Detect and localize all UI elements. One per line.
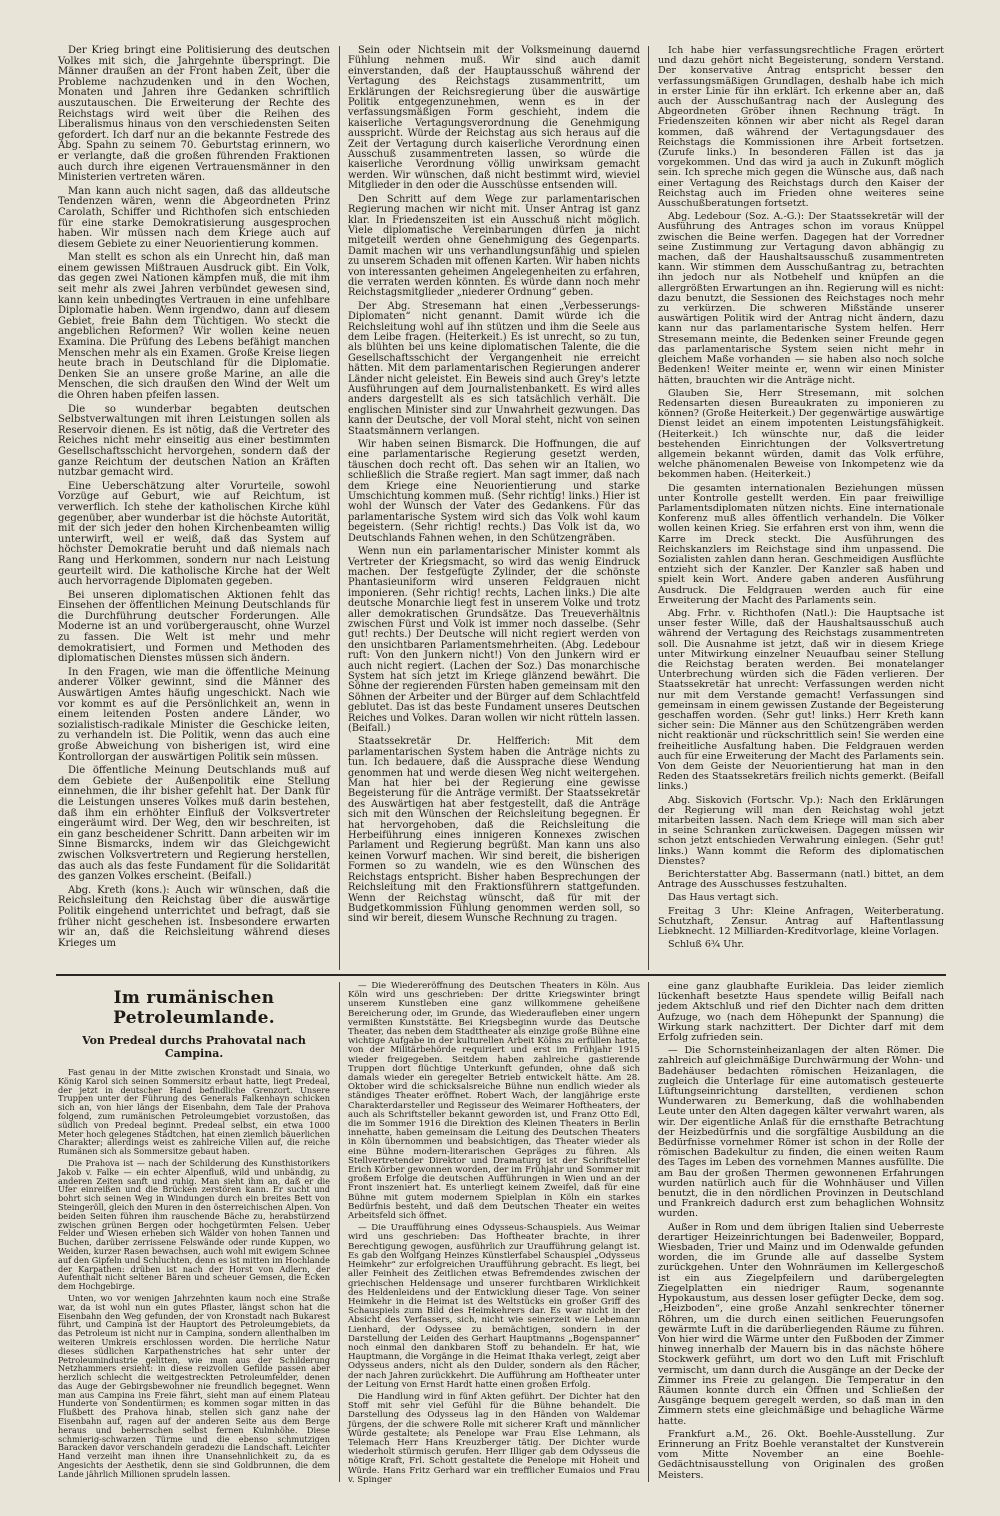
paragraph: Abg. Ledebour (Soz. A.-G.): Der Staatssekretär will der Ausführung des Antrages schon im voraus Knüppel zwischen die Beine werfen. Dagegen hat der Vorredner seine Zustimmung zur Vertagung davon abhängig zu machen, daß der Haushaltsausschuß zusammentreten kann. Wir stimmen dem Ausschußantrag zu, betrachten ihn jedoch nur als Notbehelf und knüpfen an die allergrößten Erwartungen an ihn. Regierung will es nicht: dazu benutzt, die Sessionen des Reichstages noch mehr zu verkürzen. Die schweren Mißstände unserer auswärtigen Politik wird der Antrag nicht ändern, dazu kann nur das parlamentarische System helfen. Herr Stresemann meinte, die Bedenken seiner Freunde gegen das parlamentarische System seien nicht mehr in gleichem Maße vorhanden — sie haben also noch solche Bedenken! Weiter meinte er, wenn wir einen Minister hätten, brauchten wir die Anträge nicht. xyxy=(658,211,944,386)
section-divider xyxy=(56,974,946,976)
report-column-2 xyxy=(348,46,640,928)
column-rule xyxy=(339,46,340,970)
paragraph: Das Haus vertagt sich. xyxy=(668,892,779,904)
paragraph: Die gesamten internationalen Beziehungen müssen unter Kontrolle gestellt werden. Ein paar freiwillige Parlamentsdiplomaten nützen nichts. Eine internationale Konferenz muß alles öffentlich verhandeln. Die Völker wollen keinen Krieg. Sie erfahren erst von ihm, wenn die Karre im Dreck steckt. Die Ausführungen des Reichskanzlers im Reichstage sind ihm unpassend. Die Sozialisten zahlen dann heran. Geschmeidigen Ausflüchte entzieht sich der Kanzler. Der Kanzler saß haben und spielt kein Wort. Andere gaben anderen Ausführung Ausdruck. Die Feldgrauen werden auch für eine Erweiterung der Macht des Parlaments sein. xyxy=(658,482,944,606)
paragraph: Wenn nun ein parlamentarischer Minister kommt als Vertreter der Kriegsmacht, so wird das wenig Eindruck machen. Der festgefügte Zylinder, der die schönste Phantasieuniform wird unseren Feldgrauen nicht imponieren. (Sehr richtig! rechts, Lachen links.) Die alte deutsche Monarchie liegt fest in unserem Volke und trotz aller demokratischen Grundsätze. Das Treueverhältnis zwischen Fürst und Volk ist immer noch dasselbe. (Sehr gut! rechts.) Der Deutsche will nicht regiert werden von den unsichtbaren Parlamentsmehrheiten. (Abg. Ledebour ruft: Von den Junkern nicht!) Von den Junkern wird er auch nicht regiert. (Lachen der Soz.) Das monarchische System hat sich jetzt im Kriege glänzend bewährt. Die Söhne der regierenden Fürsten haben gemeinsam mit den Söhnen der Arbeiter und der Bürger auf dem Schlachtfeld geblutet. Das ist das beste Fundament unseres Deutschen Reiches und Volkes. Daran wollen wir nicht rütteln lassen. (Beifall.) xyxy=(348,546,640,734)
paragraph: Abg. Siskovich (Fortschr. Vp.): Nach den Erklärungen der Regierung will man den Reichstag wohl jetzt mitarbeiten lassen. Nach dem Kriege will man sich aber in seine Schranken zurückweisen. Dagegen müssen wir schon jetzt entschieden Verwahrung einlegen. (Sehr gut! links.) Wann kommt die Reform des diplomatischen Dienstes? xyxy=(658,794,944,867)
paragraph: Die öffentliche Meinung Deutschlands muß auf dem Gebiete der Außenpolitik eine Stellung einnehmen, die ihr bisher gefehlt hat. Der Dank für die Leistungen unseres Volkes muß darin bestehen, daß ihm ein erhöhter Einfluß der Volksvertreter eingeräumt wird. Der Weg, den wir beschreiten, ist ein ganz bescheidener Schritt. Dann arbeiten wir im Sinne Bismarcks, indem wir das Gleichgewicht zwischen Volksvertretern und Regierung herstellen, das auch als das feste Fundament für die Solidarität des ganzen Volkes erscheint. (Beifall.) xyxy=(58,765,330,883)
feuilleton-subtitle: Von Predeal durchs Prahovatal nach Campina. xyxy=(82,1034,306,1060)
feuilleton-title: Im rumänischen Petroleumlande. xyxy=(113,988,275,1028)
paragraph: — Die Wiedereröffnung des Deutschen Theaters in Köln. Aus Köln wird uns geschrieben: Der dritte Kriegswinter bringt unserem Kunstleben eine ganz willkommene geheißene Bereicherung oder, im Grunde, das Wiederaufleben einer ungern vermißten Kunststätte. Bei Kriegsbeginn wurde das Deutsche Theater, das neben dem Stadttheater als einzige große Bühne eine wichtige Aufgabe in der kulturellen Arbeit Kölns zu erfüllen hatte, von der Militärbehörde requiriert und erst im Frühjahr 1915 wieder freigegeben. Seitdem haben zahlreiche gastierende Truppen dort flüchtige Unterkunft gefunden, ohne daß sich damals wieder ein geregelter Betrieb entwickelt hätte. Am 28. Oktober wird die schicksalsreiche Bühne nun endlich wieder als ständiges Theater eröffnet. Robert Wach, der langjährige erste Charakterdarsteller und Regisseur des Weimarer Hoftheaters, der auch als Schriftsteller bekannt geworden ist, und Franz Otto Edl, die im Sommer 1916 die Direktion des Kleinen Theaters in Berlin innehatte, haben gemeinsam die Leitung des Deutschen Theaters in Köln übernommen und beabsichtigen, das Theater wieder als eine Bühne modern-literarischen Gepräges zu führen. Als Stellvertretender Direktor und Dramaturg ist der Schriftsteller Erich Körber gewonnen worden, der im Frühjahr und Sommer mit großem Erfolge die deutschen Aufführungen in Wien und an der Front inszeniert hat. Es unterliegt keinem Zweifel, daß für eine Bühne mit gutem modernem Spielplan in Köln ein starkes Bedürfnis besteht, und daß dem Deutschen Theater ein weites Arbeitsfeld sich öffnet. xyxy=(348,981,640,1222)
column-rule xyxy=(648,982,649,1482)
column-rule xyxy=(648,46,649,970)
paragraph: Den Schritt auf dem Wege zur parlamentarischen Regierung machen wir nicht mit. Unser Antrag ist ganz klar. In Friedenszeiten ist ein Ausschuß nicht möglich. Viele diplomatische Vereinbarungen dürfen ja nicht mitgeteilt werden ohne Genehmigung des Gegenparts. Damit machen wir uns verhandlungsunfähig und spielen zu unserem Schaden mit offenen Karten. Wir haben nichts von interessanten geheimen Angelegenheiten zu erfahren, die verraten werden könnten. Es würde dann noch mehr Reichstagsmitglieder „niederer Ordnung“ geben. xyxy=(348,193,640,299)
paragraph: — Die Uraufführung eines Odysseus-Schauspiels. Aus Weimar wird uns geschrieben: Das Hoftheater brachte, in ihrer Berechtigung gewogen, ausführlich zur Uraufführung gelangt ist. Es gab den Wolfgang Heinzes Künstlerfabel Schauspiel „Odysseus Heimkehr“ zur erfolgreichen Uraufführung gebracht. Es liegt, bei aller Feinheit des Zeitlichen etwas Befremdendes zwischen der griechischen Heldensage und unserer furchtbaren Wirklichkeit des Heldenleidens und der Entwicklung dieser Tage. Von seiner Heimkehr in die Heimat ist des Weltstücks ein großer Griff des Schauspiels zum Bild des Heimkehrers dar. Es war nicht in der Absicht des Verfassers, sich, nicht wie seinerzeit wie Lebemann Lienhard, der Odyssee zu bemächtigen, sondern in der Darstellung der Leiden des Gerhart Hauptmanns „Bogenspanner“ noch einmal den dankbaren Stoff zu behandeln. Er hat, wie Hauptmann, die Vorgänge in die Heimat Ithaka verlegt, zeigt aber Odysseus anders, nicht als den Dulder, sondern als den Rächer, der nach Jahren zurückkehrt. Die Aufführung am Hoftheater unter der Leitung von Ernst Hardt hatte einen großen Erfolg. xyxy=(348,1223,640,1390)
paragraph: Die Handlung wird in fünf Akten geführt. Der Dichter hat den Stoff mit sehr viel Gefühl für die Bühne behandelt. Die Darstellung des Odysseus lag in den Händen von Waldemar Jürgens, der die schwere Rolle mit sicherer Kraft und männlicher Würde gestaltete; als Penelope war Frau Else Lehmann, als Telemach Herr Hans Kreuzberger tätig. Der Dichter wurde wiederholt stürmisch gerufen. Herr Illiger gab dem Odysseus die nötige Kraft, Frl. Schott gestaltete die Penelope mit Hoheit und Würde. Hans Fritz Gerhard war ein trefflicher Eumaios und Frau v. Spinger xyxy=(348,1391,640,1485)
paragraph: Unten, wo vor wenigen Jahrzehnten kaum noch eine Straße war, da ist wohl nun ein gutes Pflaster, längst schon hat die Eisenbahn den Weg gefunden, der von Kronstadt nach Bukarest führt, und Campina ist der Hauptort des Petroleumgebiets, da das Petroleum ist nicht nur in Campina, sondern allenthalben im weiteren Umkreis erschlossen worden. Die herrliche Natur dieses südlichen Karpathenstriches hat sehr unter der Petroleumindustrie gelitten, wie man aus der Schilderung Netzhammers ersieht: in diese reizvollen Gefilde passen aber herzlich schlecht die weitgestreckten Petroleumfelder, denen das Auge der Gebirgsbewohner nie freundlich begegnet. Wenn man aus Campina ins Freie fährt, sieht man auf einem Plateau Hunderte von Sondentürmen; es kommen sogar mitten in das Flußbett des Prahova hinab, stellen sich ganz nahe der Eisenbahn auf, ragen auf der anderen Seite aus dem Berge heraus und beherrschen selbst fernen Kulmhöhe. Diese schmierig-schwarzen Türme und die ebenso schmutzigen Baracken davor verschandeln geradezu die Landschaft. Leichter Hand verzeiht man ihnen ihre Unansehnlichkeit zu, da es Angesichts der Aesthetik, denn sie sind Goldbrunnen, die dem Lande jährlich Millionen sprudeln lassen. xyxy=(58,1292,330,1479)
paragraph: Abg. Kreth (kons.): Auch wir wünschen, daß die Reichsleitung den Reichstag über die auswärtige Politik eingehend unterrichtet und befragt, daß sie früher nicht geschehen ist. Insbesondere erwarten wir an, daß die Reichsleitung während dieses Krieges um xyxy=(58,884,330,949)
paragraph: In den Fragen, wie man die öffentliche Meinung anderer Völker gewinnt, sind die Männer des Auswärtigen Amtes häufig ungeschickt. Nach wie vor kommt es auf die Persönlichkeit an, wenn in einem leitenden Posten andere Länder, wo sozialistisch-radikale Minister die Geschicke leiten, zu verhandeln ist. Die Politik, wenn das auch eine große Abweichung von bisherigen ist, wird eine Kontrollorgan der auswärtigen Politik sein müssen. xyxy=(58,666,330,763)
feuilleton-body xyxy=(58,1068,330,1479)
paragraph: Berichterstatter Abg. Bassermann (natl.) bittet, an dem Antrage des Ausschusses festzuhalten. xyxy=(658,869,944,891)
paragraph: eine ganz glaubhafte Eurikleia. Das leider ziemlich lückenhaft besetzte Haus spendete willig Beifall nach jedem Aktschluß und rief den Dichter nach dem dritten Aufzuge, wo (nach dem Höhepunkt der Spannung) die Wirkung stark nachzittert. Der Dichter darf mit dem Erfolg zufrieden sein. xyxy=(658,981,944,1044)
feuilleton-column-2 xyxy=(348,982,640,1488)
paragraph: Abg. Frhr. v. Richthofen (Natl.): Die Hauptsache ist unser fester Wille, daß der Haushaltsausschuß auch während der Vertagung des Reichstags zusammentreten soll. Die Ausnahme ist jetzt, daß wir in diesem Kriege unter Mitwirkung einzelner Neuaufbau seiner Stellung die Reichstag beraten werden. Bei monatelanger Unterbrechung würden sich die Fäden verlieren. Der Staatssekretär hat unrecht: Verfassungen werden nicht nur mit dem Verstande gemacht! Verfassungen sind gemeinsam in einem gewissen Zustande der Begeisterung geschaffen worden. (Sehr gut! links.) Herr Kreth kann sicher sein: Die Männer aus den Schützengräben werden nicht reaktionär und rückschrittlich sein! Sie werden eine freiheitliche Ausfaltung haben. Die Feldgrauen werden auch für eine Erweiterung der Macht des Parlaments sein. Von dem Geiste der Neuorientierung hat man in den Reden des Staatssekretärs freilich nichts gemerkt. (Beifall links.) xyxy=(658,607,944,793)
paragraph: Außer in Rom und dem übrigen Italien sind Ueberreste derartiger Heizeinrichtungen bei Badenweiler, Boppard, Wiesbaden, Trier und Mainz und im Odenwalde gefunden worden, die im Grunde alle auf dasselbe System zurückgehen. Unter den Wohnräumen im Kellergeschoß ist ein aus Ziegelpfeilern und darübergelegten Ziegelplatten ein niedriger Raum, sogenannte Hypokaustum, aus dessen loser gefügter Decke, dem sog. „Heizboden“, eine große Anzahl senkrechter tönerner Röhren, um die durch einen seitlichen Feuerungsofen gewärmte Luft in die darüberliegenden Räume zu führen. Von hier wird die Wärme unter den Fußboden der Zimmer hinweg innerhalb der Mauern bis in das nächste höhere Stockwerk geführt, um dort wo den Luft mit Frischluft vermischt, um dann durch die Ausgänge an der Decke der Zimmer ins Freie zu gelangen. Die Temperatur in den Räumen konnte durch ein Öffnen und Schließen der Ausgänge bequem geregelt werden, so daß man in den Zimmern stets eine gleichmäßige und behagliche Wärme hatte. xyxy=(658,1221,944,1427)
paragraph: Der Krieg bringt eine Politisierung des deutschen Volkes mit sich, die Jahrgehnte überspringt. Die Männer draußen an der Front haben Zeit, über die Probleme nachzudenken und in den Wochen, Monaten und Jahren ihre Gedanken schriftlich auszutauschen. Die Erweiterung der Rechte des Reichstags wird weit über die Reihen des Liberalismus hinaus von den verschiedensten Seiten gefordert. Ich darf nur an die bekannte Festrede des Abg. Spahn zu seinem 70. Geburtstag erinnern, wo er verlangte, daß die großen führenden Fraktionen auch durch ihre eigenen Vertrauensmänner in den Ministerien vertreten wären. xyxy=(58,45,330,184)
paragraph: Man stellt es schon als ein Unrecht hin, daß man einem gewissen Mißtrauen Ausdruck gibt. Ein Volk, das gegen zwei Nationen kämpfen muß, die mit ihm seit mehr als zwei Jahren verbündet gewesen sind, kann kein unbedingtes Vertrauen in eine unfehlbare Diplomatie haben. Wenn irgendwo, dann auf diesem Gebiet, freie Bahn dem Tüchtigen. Wo steckt die angeblichen Reformen? Wir wollen keine neuen Examina. Die Prüfung des Lebens befähigt manchen Menschen mehr als ein Examen. Große Kreise liegen heute brach in Deutschland für die Diplomatie. Denken Sie an unsere große Marine, an alle die Menschen, die sich draußen den Wind der Welt um die Ohren haben pfeifen lassen. xyxy=(58,252,330,401)
paragraph: Freitag 3 Uhr: Kleine Anfragen, Weiterberatung. Schutzhaft, Zensur. Antrag auf Haftentlassung Liebknecht. 12 Milliarden-Kreditvorlage, kleine Vorlagen. xyxy=(658,905,944,938)
paragraph: Glauben Sie, Herr Stresemann, mit solchen Redensarten diesen Bureaukraten zu imponieren zu können? (Große Heiterkeit.) Der gegenwärtige auswärtige Dienst leidet an einem impotenten Leistungsfähigkeit. (Heiterkeit.) Ich wünschte nur, daß die leider bestehenden Einrichtungen der Volksvertretung allgemein bekannt würden, damit das Volk erführe, welche phänomenalen Beweise von Inkompetenz wie da bekommen haben. (Heiterkeit.) xyxy=(658,387,944,481)
paragraph: Die so wunderbar begabten deutschen Selbstverwaltungen mit ihren Leistungen sollen als Reservoir dienen. Es ist nötig, daß die Vertreter des Reiches nicht mehr einseitig aus einer bestimmten Gesellschaftsschicht hervorgehen, sondern daß der ganze Reichtum der deutschen Nation an Kräften nutzbar gemacht wird. xyxy=(58,403,330,479)
report-column-1 xyxy=(58,46,330,952)
paragraph: Man kann auch nicht sagen, daß das alldeutsche Tendenzen wären, wenn die Abgeordneten Prinz Carolath, Schiffer und Richthofen sich entschieden für eine starke Demokratisierung ausgesprochen haben. Wir müssen nach dem Kriege auch auf diesem Gebiete zu einer Neuorientierung kommen. xyxy=(58,185,330,250)
paragraph: Sein oder Nichtsein mit der Volksmeinung dauernd Fühlung nehmen muß. Wir sind auch damit einverstanden, daß der Hauptausschuß während der Vertagung des Reichstags zusammentritt, um Erklärungen der Reichsregierung über die auswärtige Politik entgegenzunehmen, wenn es in der verfassungsmäßigen Form geschieht, indem die kaiserliche Vertagungsverordnung die Genehmigung ausspricht. Würde der Reichstag aus sich heraus auf die Zeit der Vertagung durch kaiserliche Verordnung einen Ausschuß zusammentreten lassen, so würde die kaiserliche Verordnung völlig unwirksam gemacht werden. Wir wünschen, daß nicht bestimmt wird, wieviel Mitglieder in den oder die Ausschüsse entsenden will. xyxy=(348,45,640,192)
report-column-3 xyxy=(658,46,944,953)
paragraph: Die Prahova ist — nach der Schilderung des Kunsthistorikers Jakob v. Falke — ein echter Alpenfluß, wild und unbändig, zu anderen Zeiten sanft und ruhig. Man sieht ihm an, daß er die Ufer einreißen und die Brücken zerstören kann. Er sucht und bohrt sich seinen Weg in Windungen durch ein breites Bett von Steingeröll, gleich den Muren in den österreichischen Alpen. Von beiden Seiten führen ihm rauschende Bäche zu, herabstürzend zwischen grünen Bergen oder hochgetürmten Felsen. Ueber Felder und Wiesen erheben sich Wälder von hohen Tannen und Buchen, darüber zerrissene Felswände oder runde Kuppen, wo Weiden, kurzer Rasen bewachsen, auch wohl mit ewigem Schnee auf den Gipfeln und Schluchten, denn es ist mitten im Hochlande der Karpathen: drüben ist nach der Horst von Adlern, der Aufenthalt nicht seltener Bären und scheuer Gemsen, die Ecken dem Hochgebirge. xyxy=(58,1157,330,1292)
feuilleton-column-1 xyxy=(58,982,330,1482)
paragraph: Staatssekretär Dr. Helfferich: Mit dem parlamentarischen System haben die Anträge nichts zu tun. Ich bedauere, daß die Aussprache diese Wendung genommen hat und werde diesen Weg nicht weitergehen. Man hat hier bei der Regierung eine gewisse Begeisterung für die Anträge vermißt. Der Staatssekretär des Auswärtigen hat aber festgestellt, daß die Anträge sich mit den Wünschen der Reichsleitung begegnen. Er hat hervorgehoben, daß die Reichsleitung die Herbeiführung eines innigeren Konnexes zwischen Parlament und Regierung begrüßt. Man kann uns also keinen Vorwurf machen. Wir sind bereit, die bisherigen Formen so zu wandeln, wie es den Wünschen des Reichstags entspricht. Bisher haben Besprechungen der Reichsleitung mit den Fraktionsführern stattgefunden. Wenn der Reichstag wünscht, daß für mit der Budgetkommission Fühlung genommen werden soll, so sind wir bereit, diesem Wunsche Rechnung zu tragen. xyxy=(348,736,640,925)
paragraph: Frankfurt a.M., 26. Okt. Boehle-Ausstellung. Zur Erinnerung an Fritz Boehle veranstaltet der Kunstverein vom Mitte November an eine Boehle-Gedächtnisausstellung von Originalen des großen Meisters. xyxy=(658,1428,944,1481)
paragraph: Eine Ueberschätzung alter Vorurteile, sowohl Vorzüge auf Geburt, wie auf Reichtum, ist verwerflich. Ich stehe der katholischen Kirche kühl gegenüber, aber wunderbar ist die höchste Autorität, mit der sich jeder den hohen Kirchenbeamten willig unterwirft, weil er weiß, daß das System auf höchster Demokratie beruht und daß niemals nach Rang und Herkommen, sondern nur nach Leistung geurteilt wird. Die katholische Kirche hat der Welt auch hervorragende Diplomaten gegeben. xyxy=(58,480,330,588)
paragraph: Wir haben seinen Bismarck. Die Hoffnungen, die auf eine parlamentarische Regierung gesetzt werden, täuschen doch recht oft. Das sehen wir an Italien, wo schließlich die Straße regiert. Man sagt immer, daß nach dem Kriege eine Neuorientierung und starke Umschichtung kommen muß. (Sehr richtig! links.) Hier ist wohl der Wunsch der Vater des Gedankens. Für das parlamentarische System wird sich das Volk wohl kaum begeistern. (Sehr richtig! rechts.) Das Volk ist da, wo Deutschlands Fahnen wehen, in den Schützengräben. xyxy=(348,439,640,544)
paragraph: Schluß 6¾ Uhr. xyxy=(668,939,745,951)
column-rule xyxy=(339,982,340,1482)
feuilleton-column-3 xyxy=(658,982,944,1484)
paragraph: Fast genau in der Mitte zwischen Kronstadt und Sinaia, wo König Karol sich seinen Sommersitz erbaut hatte, liegt Predeal, der jetzt in deutscher Hand befindliche Grenzort. Unsere Truppen unter der Führung des Generals Falkenhayn schicken sich an, von hier längs der Eisenbahn, dem Tale der Prahova folgend, zum rumänischen Petroleumgebiet vorzustoßen, das südlich von Predeal beginnt. Predeal selbst, ein etwa 1000 Meter hoch gelegenes Städtchen, hat einen ziemlich bäuerlichen Charakter; allerdings weist es zahlreiche Villen auf, die reiche Rumänen sich als Sommersitze gebaut haben. xyxy=(58,1067,330,1157)
paragraph: Ich habe hier verfassungsrechtliche Fragen erörtert und dazu gehört nicht Begeisterung, sondern Verstand. Der konservative Antrag entspricht besser den verfassungsmäßigen Grundlagen, deshalb habe ich mich in erster Linie für ihn erklärt. Ich erkenne aber an, daß auch der Ausschußantrag nach der Auslegung des Abgeordneten Gröber ihnen Rechnung trägt. In Friedenszeiten können wir aber nicht als Regel daran kommen, daß während der Vertagungsdauer des Reichstags die Kommissionen ihre Arbeit fortsetzen. (Zurufe links.) In besonderen Fällen ist das ja vorgekommen. Und das wird ja auch in Zukunft möglich sein. Ich spreche mich gegen die Wünsche aus, daß nach einer Vertagung des Reichstags durch den Kaiser der Reichstag auch im Frieden ohne weiteres seine Ausschußberatungen fortsetzt. xyxy=(658,45,944,210)
paragraph: Bei unseren diplomatischen Aktionen fehlt das Einsehen der öffentlichen Meinung Deutschlands für die Durchführung deutscher Forderungen. Alle Moderne ist an und vorübergerauscht, ohne Wurzel zu fassen. Die Welt ist mehr und mehr demokratisiert, und Formen und Methoden des diplomatischen Dienstes müssen sich ändern. xyxy=(58,589,330,665)
paragraph: — Die Schornsteinheizanlagen der alten Römer. Die zahlreich auf gleichmäßige Durchwärmung der Wohn- und Badehäuser bedachten römischen Heizanlagen, die zugleich die Unterlage für eine automatisch gesteuerte Lüftungseinrichtung darstellten, verdienen schon Wunderwaren zu Bemerkung, daß die wohlhabenden Leute unter den Alten dagegen kälter verwahrt waren, als wir. Der eigentliche Anlaß für die ernsthafte Betrachtung der Heizbedürfnis und die sorgfältige Ausbildung an die Bedürfnisse vornehmer Römer ist schon in der Rolle der römischen Badekultur zu finden, die einen weiten Raum des Tages im Leben des vornehmen Mannes ausfüllte. Die am Bau der großen Thermen gewonnenen Erfahrungen wurden natürlich auch für die Wohnhäuser und Villen benutzt, die in den nördlichen Provinzen in Deutschland und Frankreich dadurch erst zum behaglichen Wohnsitz wurden. xyxy=(658,1045,944,1220)
paragraph: Der Abg. Stresemann hat einen „Verbesserungs-Diplomaten“ nicht genannt. Damit würde ich die Reichsleitung wohl auf ihn stützen und ihm die Seele aus dem Leibe fragen. (Heiterkeit.) Es ist unrecht, so zu tun, als blühten bei uns keine diplomatischen Talente, die die Gesellschaftsschicht der Vergangenheit nie erreicht hätten. Mit dem parlamentarischen Regierungen anderer Länder nicht geleistet. Ein Beweis sind auch Grey's letzte Ausführungen auf dem Journalistenbankett. Es wird alles anders dargestellt als es sich tatsächlich verhält. Die englischen Minister sind zur Unwahrheit gezwungen. Das kann der Deutsche, der voll Moral steht, nicht von seinen Staatsmännern verlangen. xyxy=(348,300,640,437)
